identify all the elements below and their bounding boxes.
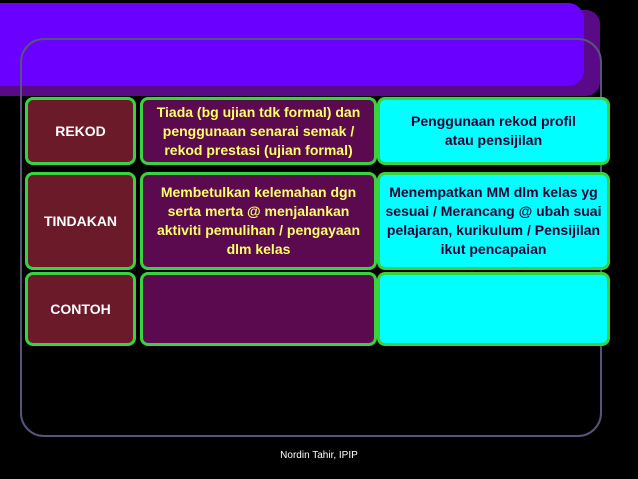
rekod-informal-text: Tiada (bg ujian tdk formal) dan penggunaan senarai semak / rekod prestasi (ujian formal) bbox=[156, 103, 361, 158]
tindakan-informal-text: Membetulkan kelemahan dgn serta merta @ menjalankan aktiviti pemulihan / pengayaan dlm kelas bbox=[156, 184, 361, 257]
contoh-informal-cell bbox=[140, 272, 377, 346]
row-label-rekod: REKOD bbox=[25, 97, 136, 165]
row-label-contoh: CONTOH bbox=[25, 272, 136, 346]
tindakan-informal-cell bbox=[140, 172, 377, 270]
footer-credit: Nordin Tahir, IPIP bbox=[280, 450, 358, 461]
row-label-tindakan: TINDAKAN bbox=[25, 172, 136, 270]
contoh-formal-cell bbox=[377, 272, 610, 346]
rekod-formal-cell bbox=[377, 97, 610, 165]
rekod-formal-text: Penggunaan rekod profil atau pensijilan bbox=[411, 113, 576, 148]
rekod-informal-cell bbox=[140, 97, 377, 165]
tindakan-formal-cell bbox=[377, 172, 610, 270]
tindakan-formal-text: Menempatkan MM dlm kelas yg sesuai / Merancang @ ubah suai pelajaran, kurikulum / Pensijilan ikut pencapaian bbox=[385, 184, 602, 257]
